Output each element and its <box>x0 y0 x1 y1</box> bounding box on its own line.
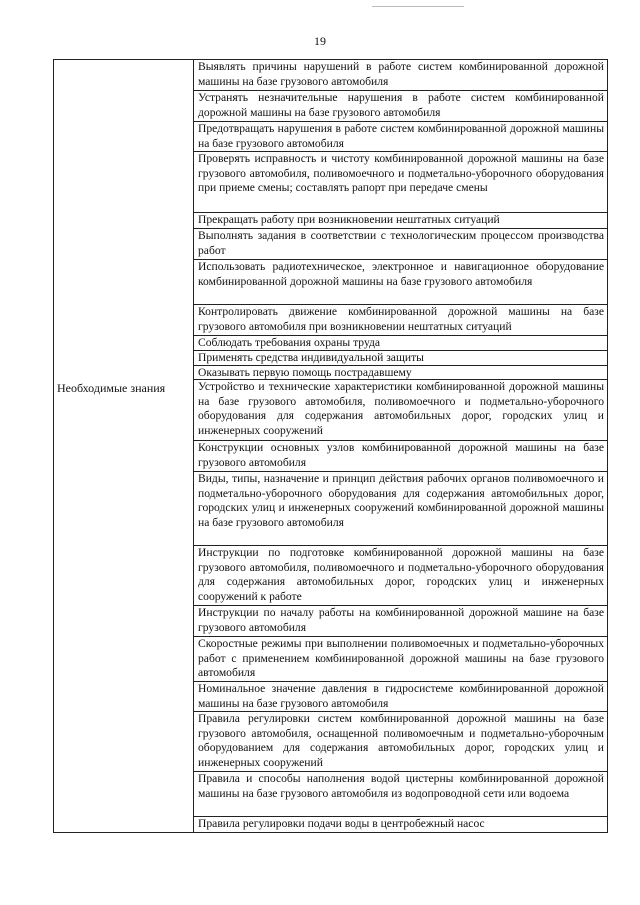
knowledge-row: Конструкции основных узлов комбинированной дорожной машины на базе грузового автомобиля <box>194 441 607 472</box>
skill-row: Выявлять причины нарушений в работе систем комбинированной дорожной машины на базе грузового автомобиля <box>194 60 607 91</box>
knowledge-row: Виды, типы, назначение и принцип действия рабочих органов поливомоечного и подметально-уборочного оборудования для содержания автомобильных дорог, городских улиц и инженерных сооружений комбинированной дорожной машины на базе грузового автомобиля <box>194 472 607 546</box>
skill-row: Применять средства индивидуальной защиты <box>194 351 607 366</box>
knowledge-section-label: Необходимые знания <box>57 381 166 395</box>
knowledge-row: Инструкции по началу работы на комбинированной дорожной машине на базе грузового автомобиля <box>194 606 607 637</box>
knowledge-row: Устройство и технические характеристики комбинированной дорожной машины на базе грузового автомобиля, поливомоечного и подметально-уборочного оборудования для содержания автомобильных дорог, городских улиц и инженерных сооружений <box>194 380 607 441</box>
knowledge-row: Правила регулировки систем комбинированной дорожной машины на базе грузового автомобиля, оснащенной поливомоечным и подметально-уборочным оборудованием для содержания автомобильных дорог, городских улиц и инженерных сооружений <box>194 712 607 772</box>
scan-artifact-line <box>372 6 464 7</box>
knowledge-row: Номинальное значение давления в гидросистеме комбинированной дорожной машины на базе грузового автомобиля <box>194 682 607 712</box>
page-number: 19 <box>314 34 326 48</box>
knowledge-row: Скоростные режимы при выполнении поливомоечных и подметально-уборочных работ с применением комбинированной дорожной машины на базе грузового автомобиля <box>194 637 607 682</box>
skill-row: Выполнять задания в соответствии с технологическим процессом производства работ <box>194 229 607 260</box>
skill-row: Оказывать первую помощь пострадавшему <box>194 366 607 380</box>
knowledge-row: Инструкции по подготовке комбинированной дорожной машины на базе грузового автомобиля, поливомоечного и подметально-уборочного оборудования для содержания автомобильных дорог, городских улиц и инженерных сооружений к работе <box>194 546 607 606</box>
skill-row: Проверять исправность и чистоту комбинированной дорожной машины на базе грузового автомобиля, поливомоечного и подметально-уборочного оборудования при приеме смены; составлять рапорт при передаче смены <box>194 152 607 213</box>
skill-row: Контролировать движение комбинированной дорожной машины на базе грузового автомобиля при возникновении нештатных ситуаций <box>194 305 607 336</box>
skill-row: Устранять незначительные нарушения в работе систем комбинированной дорожной машины на базе грузового автомобиля <box>194 91 607 122</box>
skill-row: Прекращать работу при возникновении нештатных ситуаций <box>194 213 607 229</box>
skill-row: Использовать радиотехническое, электронное и навигационное оборудование комбинированной дорожной машины на базе грузового автомобиля <box>194 260 607 305</box>
knowledge-row: Правила и способы наполнения водой цистерны комбинированной дорожной машины на базе грузового автомобиля из водопроводной сети или водоема <box>194 772 607 817</box>
skill-row: Соблюдать требования охраны труда <box>194 336 607 351</box>
skill-row: Предотвращать нарушения в работе систем комбинированной дорожной машины на базе грузового автомобиля <box>194 122 607 152</box>
knowledge-row: Правила регулировки подачи воды в центробежный насос <box>198 817 485 830</box>
